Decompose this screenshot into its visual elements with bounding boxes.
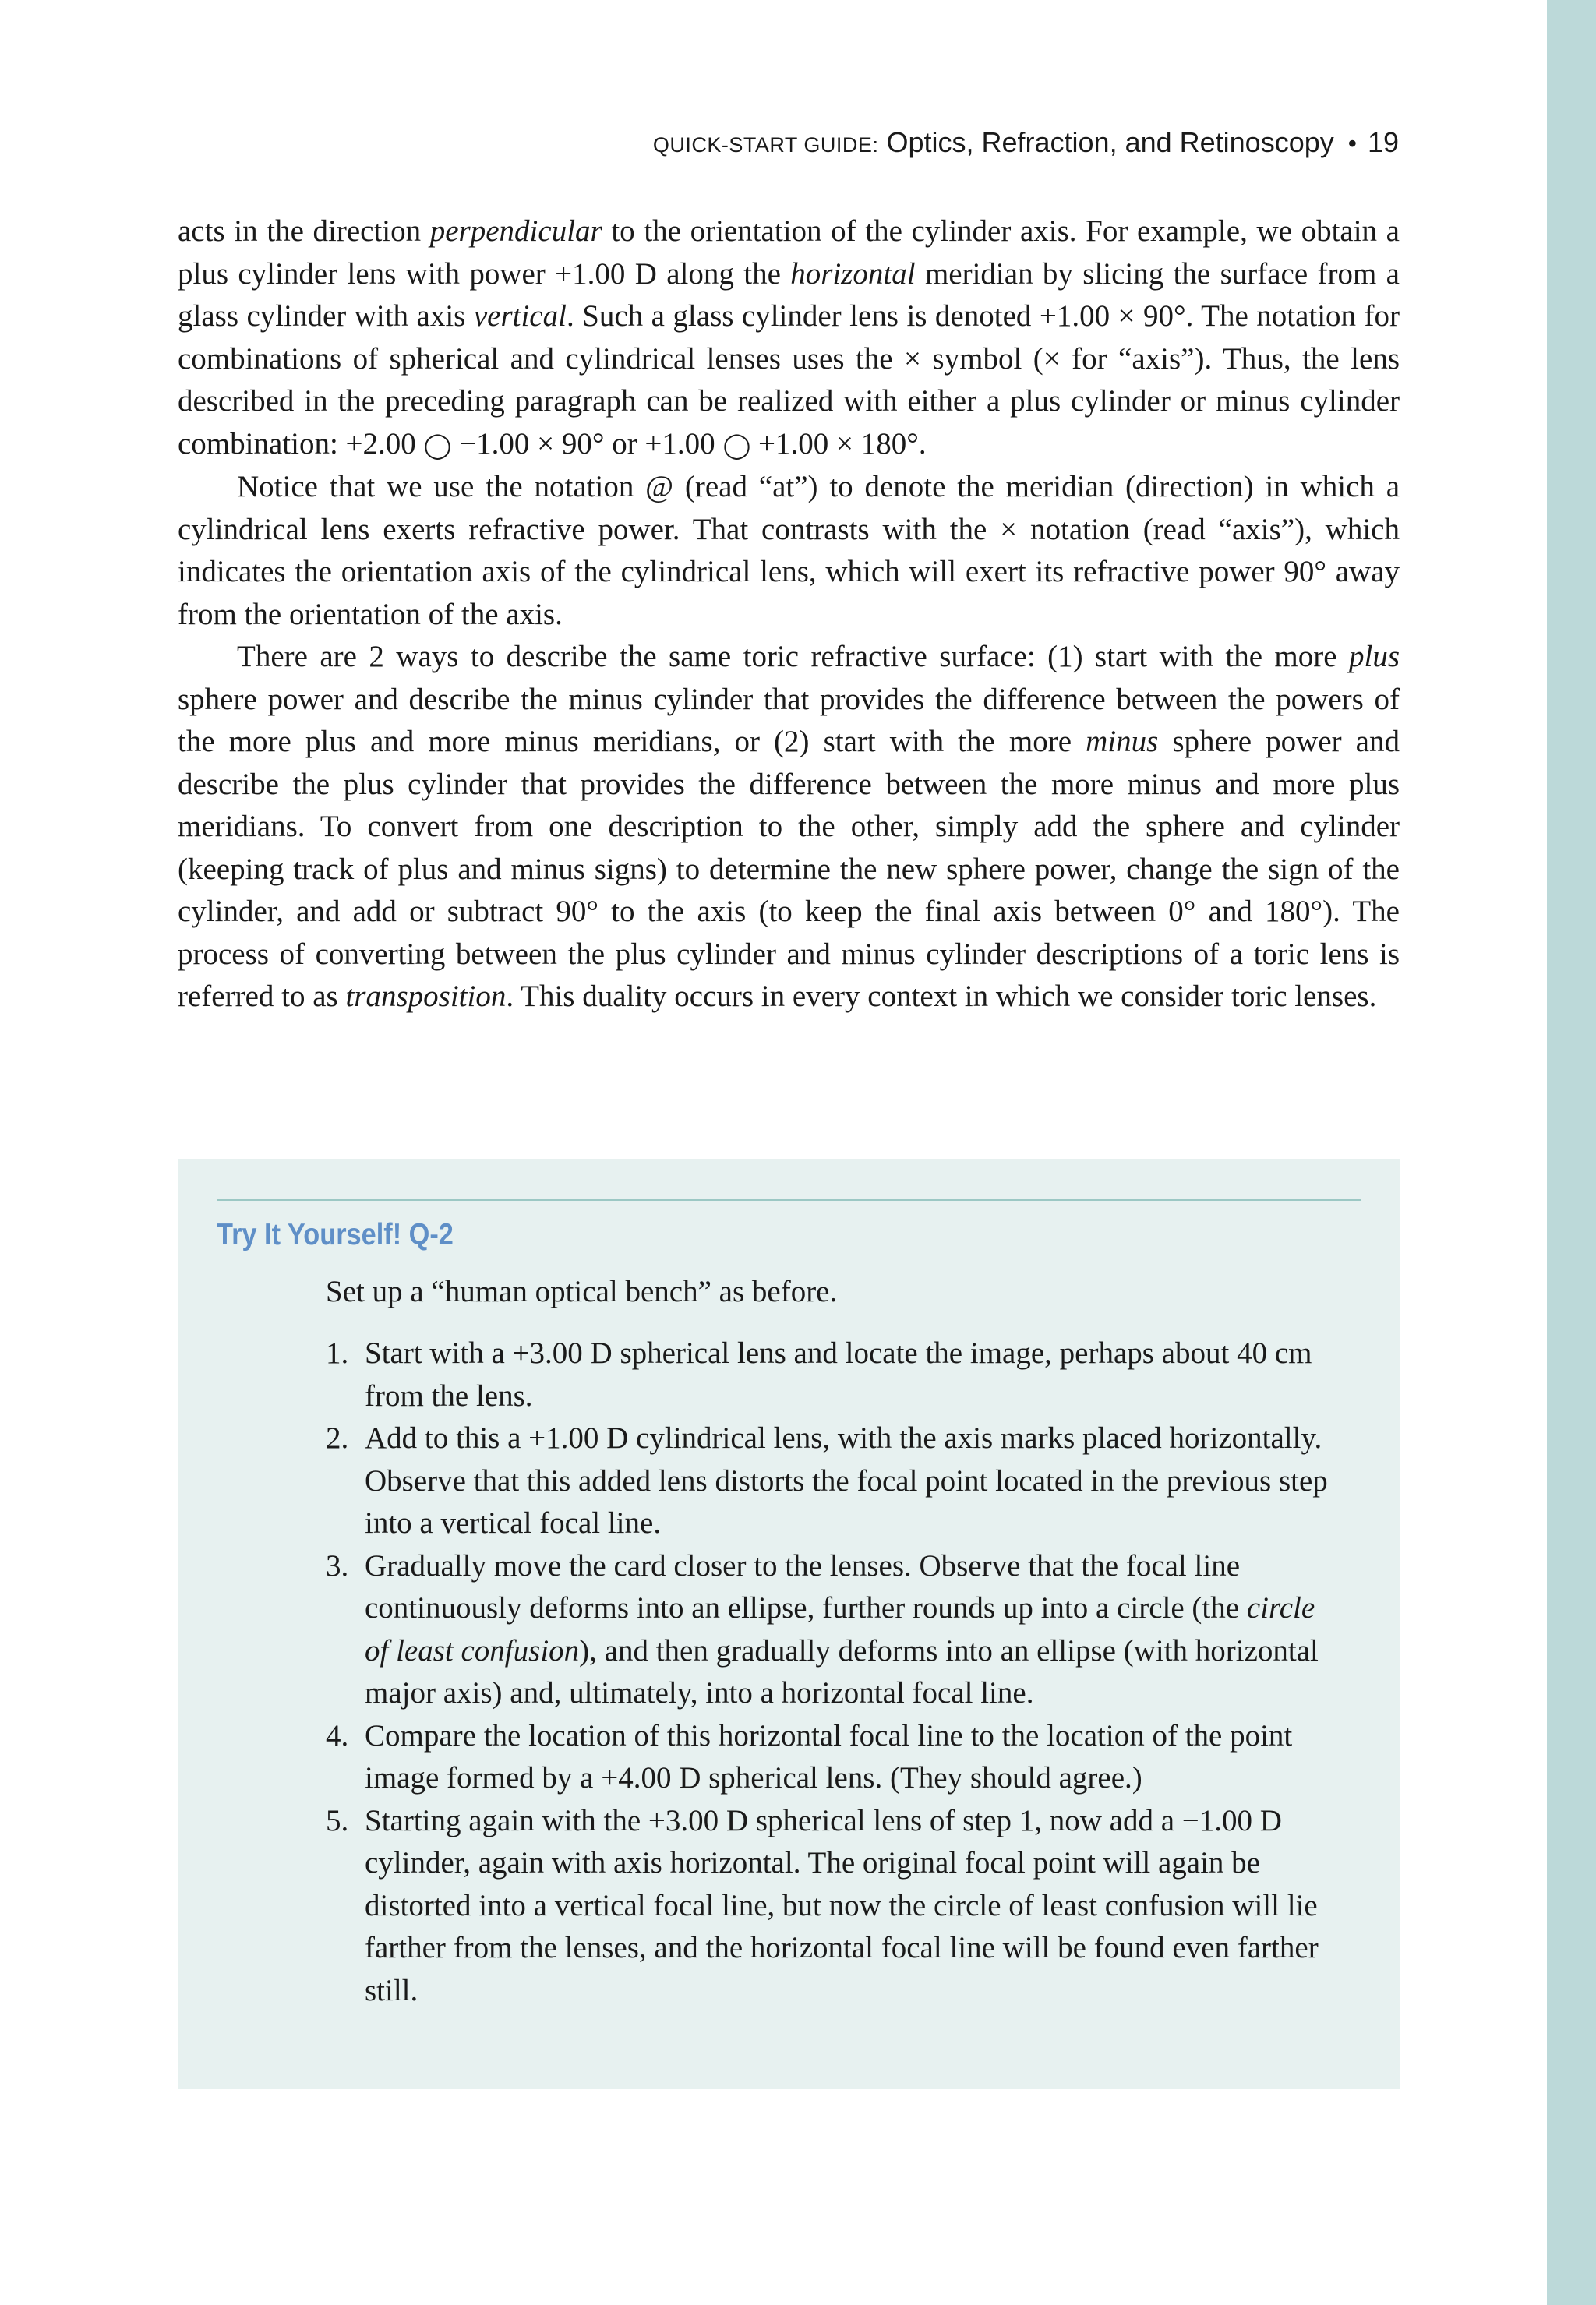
step-text bbox=[365, 1549, 1319, 1710]
step-number: 1. bbox=[326, 1336, 349, 1370]
body-text bbox=[178, 210, 1400, 1018]
body-paragraph-1 bbox=[178, 210, 1400, 466]
list-item bbox=[326, 1545, 1339, 1715]
list-item bbox=[326, 1333, 1339, 1417]
text-run: Starting again with the +3.00 D spherical lens of step 1, now add a −1.00 D cylinder, again with axis horizontal. The original focal point will again be distorted into a vertical focal line, but now the circle of least confusion will lie farther from the lenses, and the horizontal focal line will be found even farther still. bbox=[365, 1803, 1319, 2007]
running-head-label: QUICK-START GUIDE: bbox=[652, 133, 879, 157]
body-paragraph-2 bbox=[178, 466, 1400, 636]
text-run: There are 2 ways to describe the same toric refractive surface: (1) start with the more bbox=[237, 640, 1349, 673]
step-number: 5. bbox=[326, 1803, 349, 1837]
italic-term: circle of least confusion bbox=[365, 1591, 1315, 1668]
text-run: . Such a glass cylinder lens is denoted +1.00 × 90°. The notation for combinations of spherical and cylindrical lenses uses the × symbol (× for “axis”). Thus, the lens described in the preceding paragraph can be realized with either a plus cylinder or minus cylinder combination: +2.00 bbox=[178, 299, 1400, 461]
box-steps-list bbox=[326, 1333, 1339, 2012]
step-text bbox=[365, 1804, 1319, 2007]
text-run: Notice that we use the notation @ (read “at”) to denote the meridian (direction) in which a cylindrical lens exerts refractive power. That contrasts with the × notation (read “axis”), which indicates the orientation axis of the cylindrical lens, which will exert its refractive power 90° away from the orientation of the axis. bbox=[178, 470, 1400, 631]
list-item bbox=[326, 1417, 1339, 1545]
text-run: meridian by slicing the surface from a glass cylinder with axis bbox=[178, 256, 1400, 333]
running-head bbox=[653, 126, 1399, 159]
italic-term: plus bbox=[1348, 640, 1400, 673]
list-item bbox=[326, 1715, 1339, 1800]
text-run: ), and then gradually deforms into an ellipse (with horizontal major axis) and, ultimately, into a horizontal focal line. bbox=[365, 1633, 1319, 1710]
running-head-title: Optics, Refraction, and Retinoscopy bbox=[886, 126, 1334, 158]
step-number: 4. bbox=[326, 1718, 349, 1753]
text-run: +1.00 × 180°. bbox=[750, 426, 927, 461]
running-head-bullet: • bbox=[1347, 129, 1357, 157]
text-run: . This duality occurs in every context in which we consider toric lenses. bbox=[506, 980, 1377, 1013]
text-run: Start with a +3.00 D spherical lens and locate the image, perhaps about 40 cm from the lens. bbox=[365, 1336, 1312, 1413]
box-intro: Set up a “human optical bench” as before. bbox=[326, 1275, 838, 1308]
italic-term: minus bbox=[1086, 725, 1159, 758]
step-number: 2. bbox=[326, 1421, 349, 1455]
page-number: 19 bbox=[1367, 126, 1399, 158]
try-it-yourself-box bbox=[178, 1159, 1400, 2089]
text-run: acts in the direction bbox=[178, 214, 430, 248]
list-item bbox=[326, 1800, 1339, 2013]
text-run: sphere power and describe the plus cylinder that provides the difference between the more minus and more plus meridians. To convert from one description to the other, simply add the sphere and cylinder (keeping track of plus and minus signs) to determine the new sphere power, change the sign of the cylinder, and add or subtract 90° to the axis (to keep the final axis between 0° and 180°). The process of converting between the plus cylinder and minus cylinder descriptions of a toric lens is referred to as bbox=[178, 725, 1400, 1013]
box-title: Try It Yourself! Q-2 bbox=[217, 1218, 454, 1251]
step-text bbox=[365, 1336, 1312, 1413]
text-run: to the orientation of the cylinder axis. For example, we obtain a plus cylinder lens with power +1.00 D along the bbox=[178, 214, 1400, 291]
italic-term: perpendicular bbox=[429, 214, 602, 248]
text-run: −1.00 × 90° or +1.00 bbox=[451, 426, 723, 461]
text-run: Compare the location of this horizontal focal line to the location of the point image formed by a +4.00 D spherical lens. (They should agree.) bbox=[365, 1718, 1293, 1795]
body-paragraph-3 bbox=[178, 636, 1400, 1018]
text-run: Gradually move the card closer to the lenses. Observe that the focal line continuously deforms into an ellipse, further rounds up into a circle (the bbox=[365, 1548, 1247, 1625]
italic-term: horizontal bbox=[790, 256, 916, 291]
combination-symbol: ◯ bbox=[423, 429, 452, 460]
box-top-rule bbox=[217, 1199, 1361, 1201]
combination-symbol: ◯ bbox=[722, 429, 751, 460]
italic-term: transposition bbox=[345, 980, 507, 1013]
italic-term: vertical bbox=[473, 299, 567, 333]
step-number: 3. bbox=[326, 1548, 349, 1583]
text-run: Add to this a +1.00 D cylindrical lens, with the axis marks placed horizontally. Observe that this added lens distorts the focal point located in the previous step into a vertical focal line. bbox=[365, 1421, 1328, 1540]
step-text bbox=[365, 1719, 1292, 1795]
text-run: sphere power and describe the minus cylinder that provides the difference between the powers of the more plus and more minus meridians, or (2) start with the more bbox=[178, 682, 1400, 758]
step-text bbox=[365, 1421, 1328, 1540]
page-edge-color-bar bbox=[1547, 0, 1596, 2305]
